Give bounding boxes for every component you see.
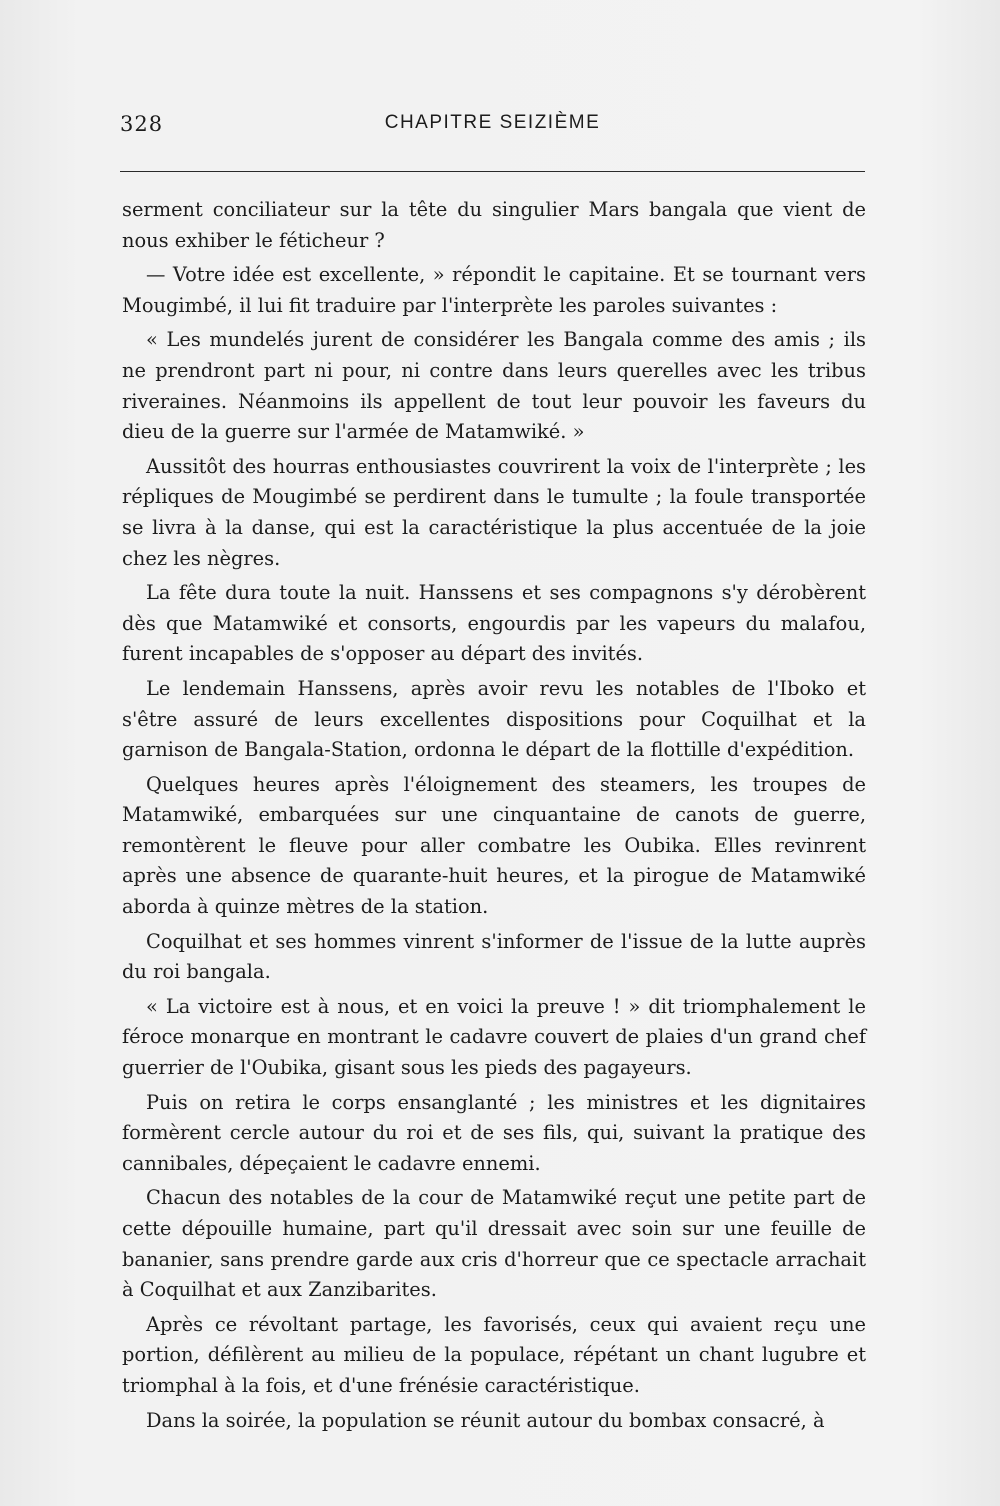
paragraph: Coquilhat et ses hommes vinrent s'informer de l'issue de la lutte auprès du roi bangala. — [122, 929, 866, 984]
paragraph: La fête dura toute la nuit. Hanssens et ses compagnons s'y dérobèrent dès que Matamwiké et consorts, engourdis par les vapeurs du malafou, furent incapables de s'opposer au départ des invités. — [122, 581, 866, 666]
paragraph: Quelques heures après l'éloignement des steamers, les troupes de Matamwiké, embarquées sur une cinquantaine de canots de guerre, remontèrent le fleuve pour aller combatre les Oubika. Elles revinrent après une absence de quarante-huit heures, et la pirogue de Matamwiké aborda à quinze mètres de la station. — [122, 772, 866, 919]
running-title: CHAPITRE SEIZIÈME — [384, 112, 601, 133]
header-rule — [120, 171, 865, 172]
paragraph: — Votre idée est excellente, » répondit le capitaine. Et se tournant vers Mougimbé, il lui fit traduire par l'interprète les paroles suivantes : — [122, 263, 866, 317]
paragraph: « La victoire est à nous, et en voici la preuve ! » dit triomphalement le féroce monarque en montrant le cadavre couvert de plaies d'un grand chef guerrier de l'Oubika, gisant sous les pieds des pagayeurs. — [122, 994, 866, 1080]
paragraph: Dans la soirée, la population se réunit autour du bombax consacré, à — [146, 1408, 825, 1432]
paragraph: « Les mundelés jurent de considérer les Bangala comme des amis ; ils ne prendront part ni pour, ni contre dans leurs querelles avec les tribus riveraines. Néanmoins ils appellent de tout leur pouvoir les faveurs du dieu de la guerre sur l'armée de Matamwiké. » — [122, 328, 866, 444]
page-header — [120, 112, 865, 142]
page-number: 328 — [120, 112, 164, 136]
body-text — [122, 195, 866, 1440]
paragraph: Aussitôt des hourras enthousiastes couvrirent la voix de l'interprète ; les répliques de Mougimbé se perdirent dans le tumulte ; la foule transportée se livra à la danse, qui est la caractéristique la plus accentuée de la joie chez les nègres. — [122, 454, 866, 570]
paragraph: serment conciliateur sur la tête du singulier Mars bangala que vient de nous exhiber le féticheur ? — [122, 198, 866, 252]
paragraph: Le lendemain Hanssens, après avoir revu les notables de l'Iboko et s'être assuré de leurs excellentes dispositions pour Coquilhat et la garnison de Bangala-Station, ordonna le départ de la flottille d'expédition. — [122, 676, 866, 762]
paragraph: Après ce révoltant partage, les favorisés, ceux qui avaient reçu une portion, défilèrent au milieu de la populace, répétant un chant lugubre et triomphal à la fois, et d'une frénésie caractéristique. — [122, 1312, 866, 1397]
paragraph: Chacun des notables de la cour de Matamwiké reçut une petite part de cette dépouille humaine, part qu'il dressait avec soin sur une feuille de bananier, sans prendre garde aux cris d'horreur que ce spectacle arrachait à Coquilhat et aux Zanzibarites. — [122, 1186, 866, 1302]
paragraph: Puis on retira le corps ensanglanté ; les ministres et les dignitaires formèrent cercle autour du roi et de ses fils, qui, suivant la pratique des cannibales, dépeçaient le cadavre ennemi. — [122, 1090, 866, 1175]
